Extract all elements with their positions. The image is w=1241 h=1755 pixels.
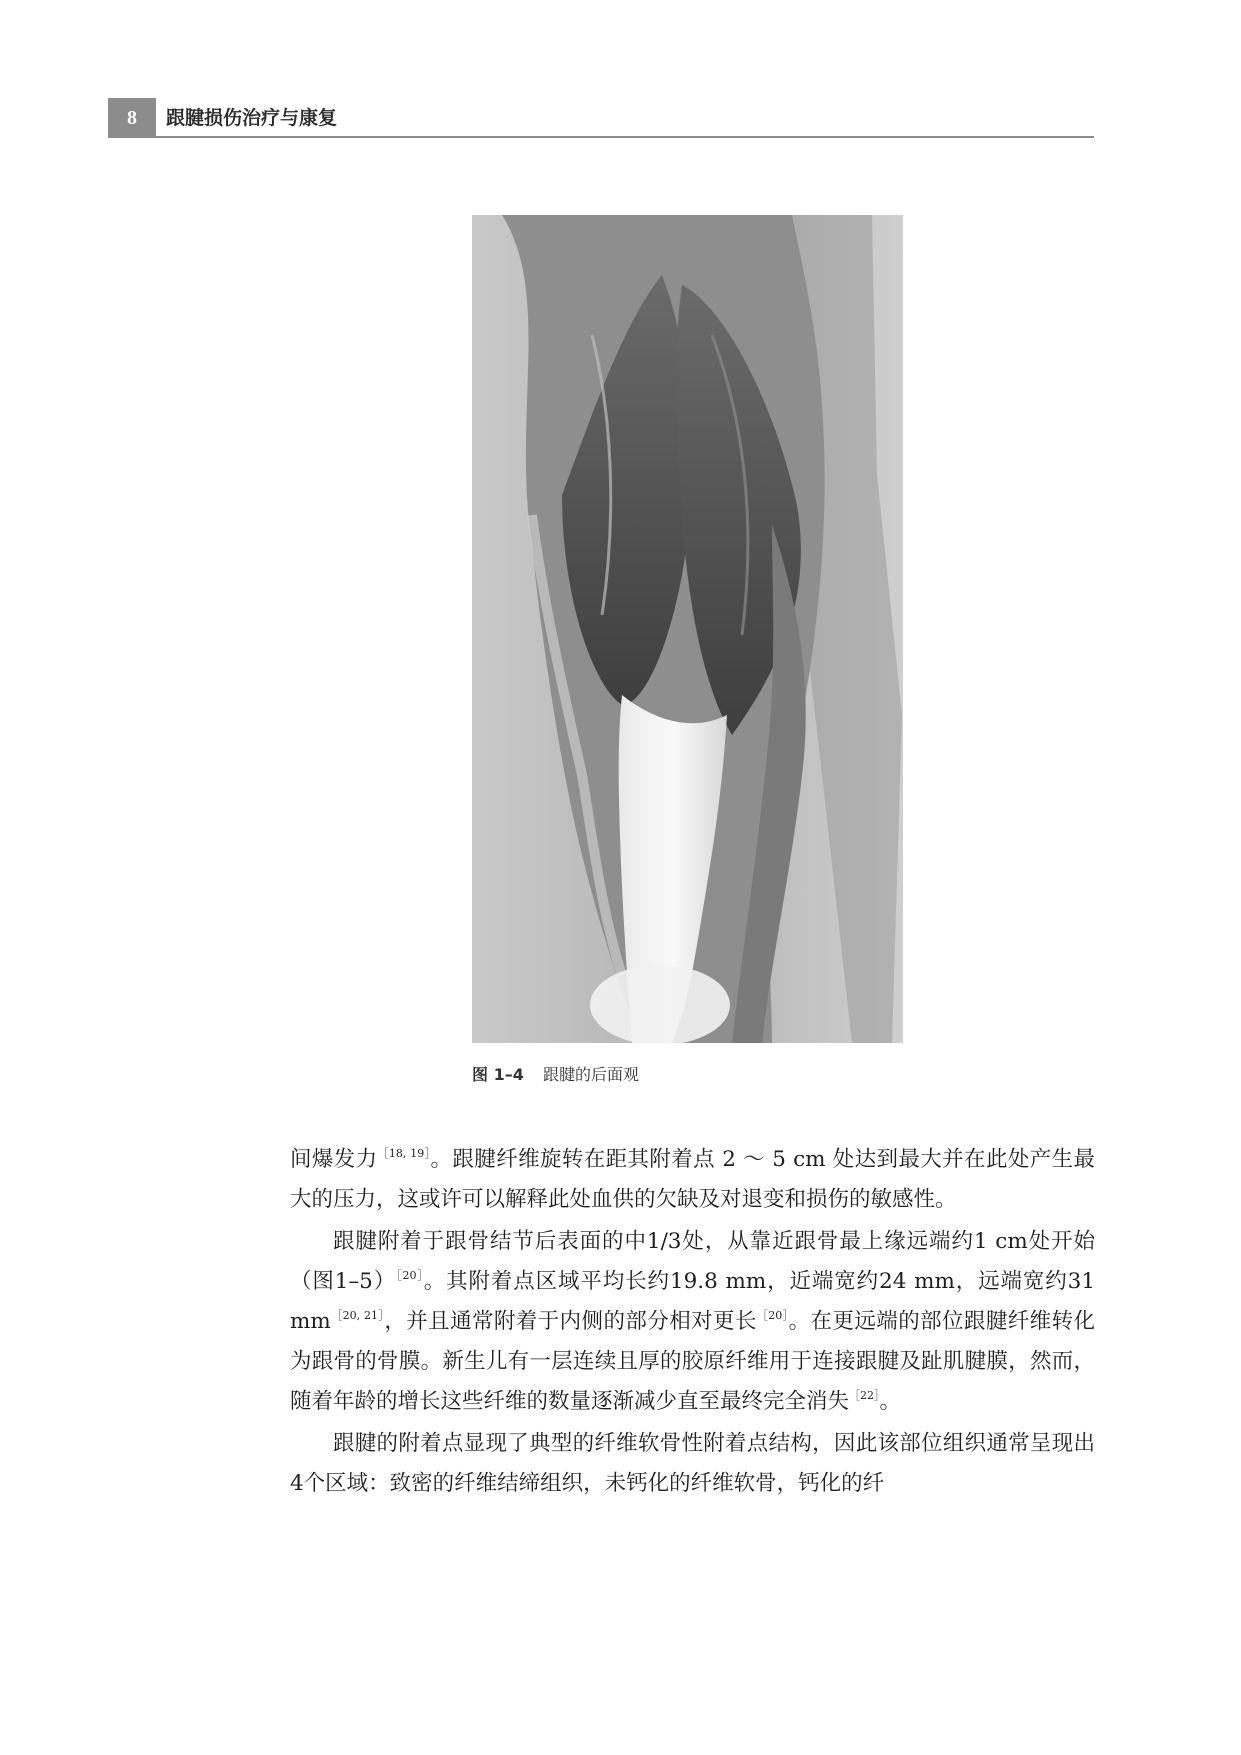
paragraph-1 [290,1140,1095,1220]
figure-caption [472,1062,639,1085]
text-segment: 跟腱附着于跟骨结节后表面的中1/3处，从靠近跟骨最上缘远端约1 cm处开始（图1–5） [290,1229,1095,1294]
text-segment: 。在更远端的部位跟腱纤维转化为跟骨的骨膜。新生儿有一层连续且厚的胶原纤维用于连接跟腱及趾肌腱膜，然而，随着年龄的增长这些纤维的数量逐渐减少直至最终完全消失 [290,1309,1095,1414]
text-segment: 。跟腱纤维旋转在距其附着点 2 ～ 5 cm 处达到最大并在此处产生最大的压力，这或许可以解释此处血供的欠缺及对退变和损伤的敏感性。 [290,1147,1095,1212]
figure-photo-achilles-posterior-view [472,215,903,1043]
text-segment: ，并且通常附着于内侧的部分相对更长 [384,1309,757,1334]
citation: ［20］ [756,1309,789,1322]
header-rule [108,136,1094,138]
text-segment: 跟腱的附着点显现了典型的纤维软骨性附着点结构，因此该部位组织通常呈现出4个区域：致密的纤维结缔组织，未钙化的纤维软骨，钙化的纤 [290,1431,1095,1496]
page-number: 8 [108,98,156,138]
figure-label: 图 1–4 [472,1065,524,1084]
text-segment: 间爆发力 [290,1147,378,1172]
citation: ［20, 21］ [330,1309,385,1322]
citation: ［20］ [396,1269,424,1282]
citation: ［18, 19］ [377,1147,431,1160]
figure-caption-text: 跟腱的后面观 [542,1065,639,1084]
citation: ［22］ [849,1389,880,1402]
body-text [290,1140,1095,1506]
paragraph-2 [290,1222,1095,1422]
book-title: 跟腱损伤治疗与康复 [166,107,338,129]
text-segment: 。 [879,1389,902,1414]
running-header [108,98,1094,138]
text-segment: 。其附着点区域平均长约19.8 mm，近端宽约24 mm，远端宽约31 mm [290,1269,1096,1334]
paragraph-3 [290,1424,1095,1504]
